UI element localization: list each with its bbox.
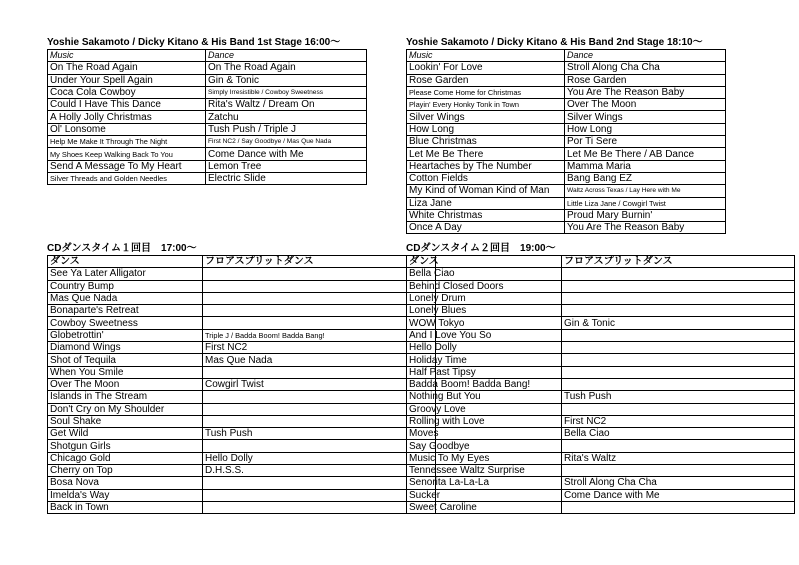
cell-song: When You Smile bbox=[48, 366, 203, 378]
cell-song: Sucker bbox=[407, 489, 562, 501]
table-row bbox=[48, 342, 436, 354]
column-header-split-dance: フロアスプリットダンス bbox=[203, 256, 436, 268]
table-row bbox=[48, 428, 436, 440]
cell-dance: Let Me Be There / AB Dance bbox=[565, 148, 726, 160]
table-row bbox=[407, 329, 795, 341]
cell-dance: You Are The Reason Baby bbox=[565, 86, 726, 98]
cell-dance bbox=[203, 489, 436, 501]
table-row bbox=[407, 148, 726, 160]
cell-dance: Tush Push / Triple J bbox=[206, 123, 367, 135]
table-row bbox=[48, 160, 367, 172]
table-row bbox=[48, 305, 436, 317]
column-header-dance: ダンス bbox=[407, 256, 562, 268]
cell-dance bbox=[562, 329, 795, 341]
column-header-dance: Dance bbox=[565, 50, 726, 62]
table-row bbox=[407, 366, 795, 378]
stage2-title: Yoshie Sakamoto / Dicky Kitano & His Band 2nd Stage 18:10～ bbox=[406, 37, 703, 48]
cell-song: Mas Que Nada bbox=[48, 292, 203, 304]
table-row bbox=[48, 452, 436, 464]
stage1-section bbox=[47, 37, 367, 185]
cell-song: Music To My Eyes bbox=[407, 452, 562, 464]
cell-song: Shot of Tequila bbox=[48, 354, 203, 366]
cell-song: WOW Tokyo bbox=[407, 317, 562, 329]
cell-song: Lonely Blues bbox=[407, 305, 562, 317]
table-row bbox=[407, 222, 726, 234]
cell-dance: Gin & Tonic bbox=[206, 74, 367, 86]
cell-song: My Kind of Woman Kind of Man bbox=[407, 185, 565, 197]
cell-dance: Bella Ciao bbox=[562, 428, 795, 440]
cell-dance bbox=[203, 305, 436, 317]
cell-song: Badda Boom! Badda Bang! bbox=[407, 378, 562, 390]
table-row bbox=[48, 280, 436, 292]
cell-song: Don't Cry on My Shoulder bbox=[48, 403, 203, 415]
table-row bbox=[407, 160, 726, 172]
cell-song: Nothing But You bbox=[407, 391, 562, 403]
table-header-row bbox=[407, 50, 726, 62]
cell-song: Rolling with Love bbox=[407, 415, 562, 427]
cell-song: Playin' Every Honky Tonk in Town bbox=[407, 99, 565, 111]
cell-song: Silver Wings bbox=[407, 111, 565, 123]
cell-song: Half Past Tipsy bbox=[407, 366, 562, 378]
table-row bbox=[48, 74, 367, 86]
table-row bbox=[48, 148, 367, 160]
cell-song: Coca Cola Cowboy bbox=[48, 86, 206, 98]
cell-dance bbox=[562, 403, 795, 415]
cell-dance: Zatchu bbox=[206, 111, 367, 123]
cell-dance: How Long bbox=[565, 123, 726, 135]
cell-dance: Tush Push bbox=[203, 428, 436, 440]
table-row bbox=[407, 111, 726, 123]
cell-dance bbox=[203, 292, 436, 304]
cell-dance: Tush Push bbox=[562, 391, 795, 403]
cell-dance bbox=[203, 403, 436, 415]
cell-song: A Holly Jolly Christmas bbox=[48, 111, 206, 123]
cell-dance bbox=[203, 280, 436, 292]
table-row bbox=[48, 172, 367, 184]
table-row bbox=[48, 403, 436, 415]
cell-song: Help Me Make It Through The Night bbox=[48, 136, 206, 148]
cell-dance: Rita's Waltz bbox=[562, 452, 795, 464]
cell-song: Once A Day bbox=[407, 222, 565, 234]
cell-dance: Triple J / Badda Boom! Badda Bang! bbox=[203, 329, 436, 341]
table-row bbox=[407, 209, 726, 221]
cell-song: Get Wild bbox=[48, 428, 203, 440]
table-row bbox=[407, 74, 726, 86]
cell-dance: Cowgirl Twist bbox=[203, 378, 436, 390]
cell-song: Country Bump bbox=[48, 280, 203, 292]
cell-dance bbox=[562, 280, 795, 292]
cell-song: Behind Closed Doors bbox=[407, 280, 562, 292]
stage1-table bbox=[47, 49, 367, 185]
cell-dance: Mas Que Nada bbox=[203, 354, 436, 366]
table-row bbox=[407, 185, 726, 197]
cell-song: On The Road Again bbox=[48, 62, 206, 74]
table-row bbox=[48, 111, 367, 123]
table-header-row bbox=[407, 256, 795, 268]
cell-song: Imelda's Way bbox=[48, 489, 203, 501]
table-row bbox=[48, 378, 436, 390]
cell-dance: Electric Slide bbox=[206, 172, 367, 184]
cell-dance: Por Ti Sere bbox=[565, 136, 726, 148]
cell-song: Ol' Lonsome bbox=[48, 123, 206, 135]
table-row bbox=[48, 440, 436, 452]
table-row bbox=[48, 62, 367, 74]
cell-dance bbox=[562, 465, 795, 477]
table-row bbox=[407, 172, 726, 184]
cell-dance: Gin & Tonic bbox=[562, 317, 795, 329]
cell-dance bbox=[562, 366, 795, 378]
cell-dance: You Are The Reason Baby bbox=[565, 222, 726, 234]
table-row bbox=[48, 354, 436, 366]
cell-dance bbox=[203, 501, 436, 513]
cell-dance: Simply Irresistible / Cowboy Sweetness bbox=[206, 86, 367, 98]
cell-dance bbox=[203, 440, 436, 452]
cell-song: Blue Christmas bbox=[407, 136, 565, 148]
cell-song: Silver Threads and Golden Needles bbox=[48, 172, 206, 184]
cell-song: White Christmas bbox=[407, 209, 565, 221]
cell-song: Say Goodbye bbox=[407, 440, 562, 452]
column-header-dance: ダンス bbox=[48, 256, 203, 268]
stage1-title: Yoshie Sakamoto / Dicky Kitano & His Band 1st Stage 16:00～ bbox=[47, 37, 341, 48]
table-row bbox=[407, 99, 726, 111]
cell-song: Under Your Spell Again bbox=[48, 74, 206, 86]
cell-dance: Stroll Along Cha Cha bbox=[565, 62, 726, 74]
cell-dance bbox=[562, 440, 795, 452]
cell-song: Tennessee Waltz Surprise bbox=[407, 465, 562, 477]
cell-dance: Lemon Tree bbox=[206, 160, 367, 172]
cell-song: Heartaches by The Number bbox=[407, 160, 565, 172]
cell-song: Islands in The Stream bbox=[48, 391, 203, 403]
column-header-music: Music bbox=[48, 50, 206, 62]
table-row bbox=[48, 268, 436, 280]
table-row bbox=[407, 86, 726, 98]
cell-dance: Come Dance with Me bbox=[562, 489, 795, 501]
table-row bbox=[48, 123, 367, 135]
cell-song: Send A Message To My Heart bbox=[48, 160, 206, 172]
cell-dance: First NC2 / Say Goodbye / Mas Que Nada bbox=[206, 136, 367, 148]
cell-song: Bonaparte's Retreat bbox=[48, 305, 203, 317]
table-row bbox=[407, 354, 795, 366]
table-row bbox=[48, 317, 436, 329]
table-row bbox=[407, 268, 795, 280]
cell-dance bbox=[562, 501, 795, 513]
cell-dance: D.H.S.S. bbox=[203, 465, 436, 477]
cell-song: Bosa Nova bbox=[48, 477, 203, 489]
table-row bbox=[407, 317, 795, 329]
cd1-table bbox=[47, 255, 436, 514]
cell-song: Let Me Be There bbox=[407, 148, 565, 160]
cd2-section bbox=[406, 243, 795, 514]
table-row bbox=[48, 136, 367, 148]
cell-song: Cowboy Sweetness bbox=[48, 317, 203, 329]
cell-dance bbox=[203, 477, 436, 489]
cell-dance: Mamma Maria bbox=[565, 160, 726, 172]
cell-song: Back in Town bbox=[48, 501, 203, 513]
table-row bbox=[407, 136, 726, 148]
cd1-title: CDダンスタイム１回目 17:00～ bbox=[47, 243, 197, 254]
cell-dance bbox=[203, 317, 436, 329]
cell-song: Senorita La-La-La bbox=[407, 477, 562, 489]
cell-song: Globetrottin' bbox=[48, 329, 203, 341]
cell-dance bbox=[562, 378, 795, 390]
cell-dance: Little Liza Jane / Cowgirl Twist bbox=[565, 197, 726, 209]
cell-song: Moves bbox=[407, 428, 562, 440]
table-row bbox=[48, 99, 367, 111]
cell-dance: Proud Mary Burnin' bbox=[565, 209, 726, 221]
cell-dance: Stroll Along Cha Cha bbox=[562, 477, 795, 489]
cell-song: Could I Have This Dance bbox=[48, 99, 206, 111]
column-header-dance: Dance bbox=[206, 50, 367, 62]
table-row bbox=[407, 342, 795, 354]
cell-song: Hello Dolly bbox=[407, 342, 562, 354]
column-header-music: Music bbox=[407, 50, 565, 62]
cell-song: Cotton Fields bbox=[407, 172, 565, 184]
cell-song: Diamond Wings bbox=[48, 342, 203, 354]
table-row bbox=[48, 366, 436, 378]
cell-dance bbox=[203, 268, 436, 280]
table-row bbox=[48, 329, 436, 341]
cell-dance: Come Dance with Me bbox=[206, 148, 367, 160]
cell-dance bbox=[203, 415, 436, 427]
cell-song: Groovy Love bbox=[407, 403, 562, 415]
cell-dance bbox=[203, 391, 436, 403]
table-row bbox=[407, 440, 795, 452]
table-row bbox=[407, 477, 795, 489]
table-row bbox=[407, 280, 795, 292]
cell-song: Rose Garden bbox=[407, 74, 565, 86]
table-row bbox=[48, 415, 436, 427]
table-header-row bbox=[48, 50, 367, 62]
table-row bbox=[407, 123, 726, 135]
table-row bbox=[407, 378, 795, 390]
cell-song: Lonely Drum bbox=[407, 292, 562, 304]
table-row bbox=[407, 197, 726, 209]
column-header-split-dance: フロアスプリットダンス bbox=[562, 256, 795, 268]
cell-song: Cherry on Top bbox=[48, 465, 203, 477]
cell-dance: Rose Garden bbox=[565, 74, 726, 86]
cell-song: Please Come Home for Christmas bbox=[407, 86, 565, 98]
cell-song: Sweet Caroline bbox=[407, 501, 562, 513]
cell-dance: Rita's Waltz / Dream On bbox=[206, 99, 367, 111]
table-row bbox=[407, 489, 795, 501]
cd2-table bbox=[406, 255, 795, 514]
cell-song: See Ya Later Alligator bbox=[48, 268, 203, 280]
cell-dance: Hello Dolly bbox=[203, 452, 436, 464]
cell-dance bbox=[562, 342, 795, 354]
cell-song: Shotgun Girls bbox=[48, 440, 203, 452]
table-row bbox=[407, 62, 726, 74]
table-row bbox=[407, 305, 795, 317]
cd1-section bbox=[47, 243, 436, 514]
cell-song: Liza Jane bbox=[407, 197, 565, 209]
cell-dance: Bang Bang EZ bbox=[565, 172, 726, 184]
table-row bbox=[48, 86, 367, 98]
cell-song: My Shoes Keep Walking Back To You bbox=[48, 148, 206, 160]
stage2-section bbox=[406, 37, 726, 234]
cell-dance: Over The Moon bbox=[565, 99, 726, 111]
table-row bbox=[48, 465, 436, 477]
table-row bbox=[48, 391, 436, 403]
stage2-table bbox=[406, 49, 726, 234]
table-row bbox=[407, 415, 795, 427]
cd2-title: CDダンスタイム２回目 19:00～ bbox=[406, 243, 556, 254]
cell-song: Over The Moon bbox=[48, 378, 203, 390]
cell-dance: First NC2 bbox=[203, 342, 436, 354]
cell-dance bbox=[562, 354, 795, 366]
cell-song: Chicago Gold bbox=[48, 452, 203, 464]
table-header-row bbox=[48, 256, 436, 268]
cell-dance: Silver Wings bbox=[565, 111, 726, 123]
cell-dance bbox=[562, 268, 795, 280]
cell-dance: On The Road Again bbox=[206, 62, 367, 74]
table-row bbox=[407, 292, 795, 304]
cell-dance bbox=[562, 305, 795, 317]
cell-song: Lookin' For Love bbox=[407, 62, 565, 74]
table-row bbox=[407, 501, 795, 513]
cell-dance: Waltz Across Texas / Lay Here with Me bbox=[565, 185, 726, 197]
table-row bbox=[407, 403, 795, 415]
cell-song: How Long bbox=[407, 123, 565, 135]
cell-song: Soul Shake bbox=[48, 415, 203, 427]
table-row bbox=[48, 489, 436, 501]
table-row bbox=[407, 465, 795, 477]
table-row bbox=[407, 428, 795, 440]
cell-dance: First NC2 bbox=[562, 415, 795, 427]
cell-song: Holiday Time bbox=[407, 354, 562, 366]
cell-song: And I Love You So bbox=[407, 329, 562, 341]
table-row bbox=[48, 501, 436, 513]
cell-dance bbox=[562, 292, 795, 304]
table-row bbox=[48, 477, 436, 489]
table-row bbox=[48, 292, 436, 304]
cell-song: Bella Ciao bbox=[407, 268, 562, 280]
cell-dance bbox=[203, 366, 436, 378]
table-row bbox=[407, 452, 795, 464]
table-row bbox=[407, 391, 795, 403]
